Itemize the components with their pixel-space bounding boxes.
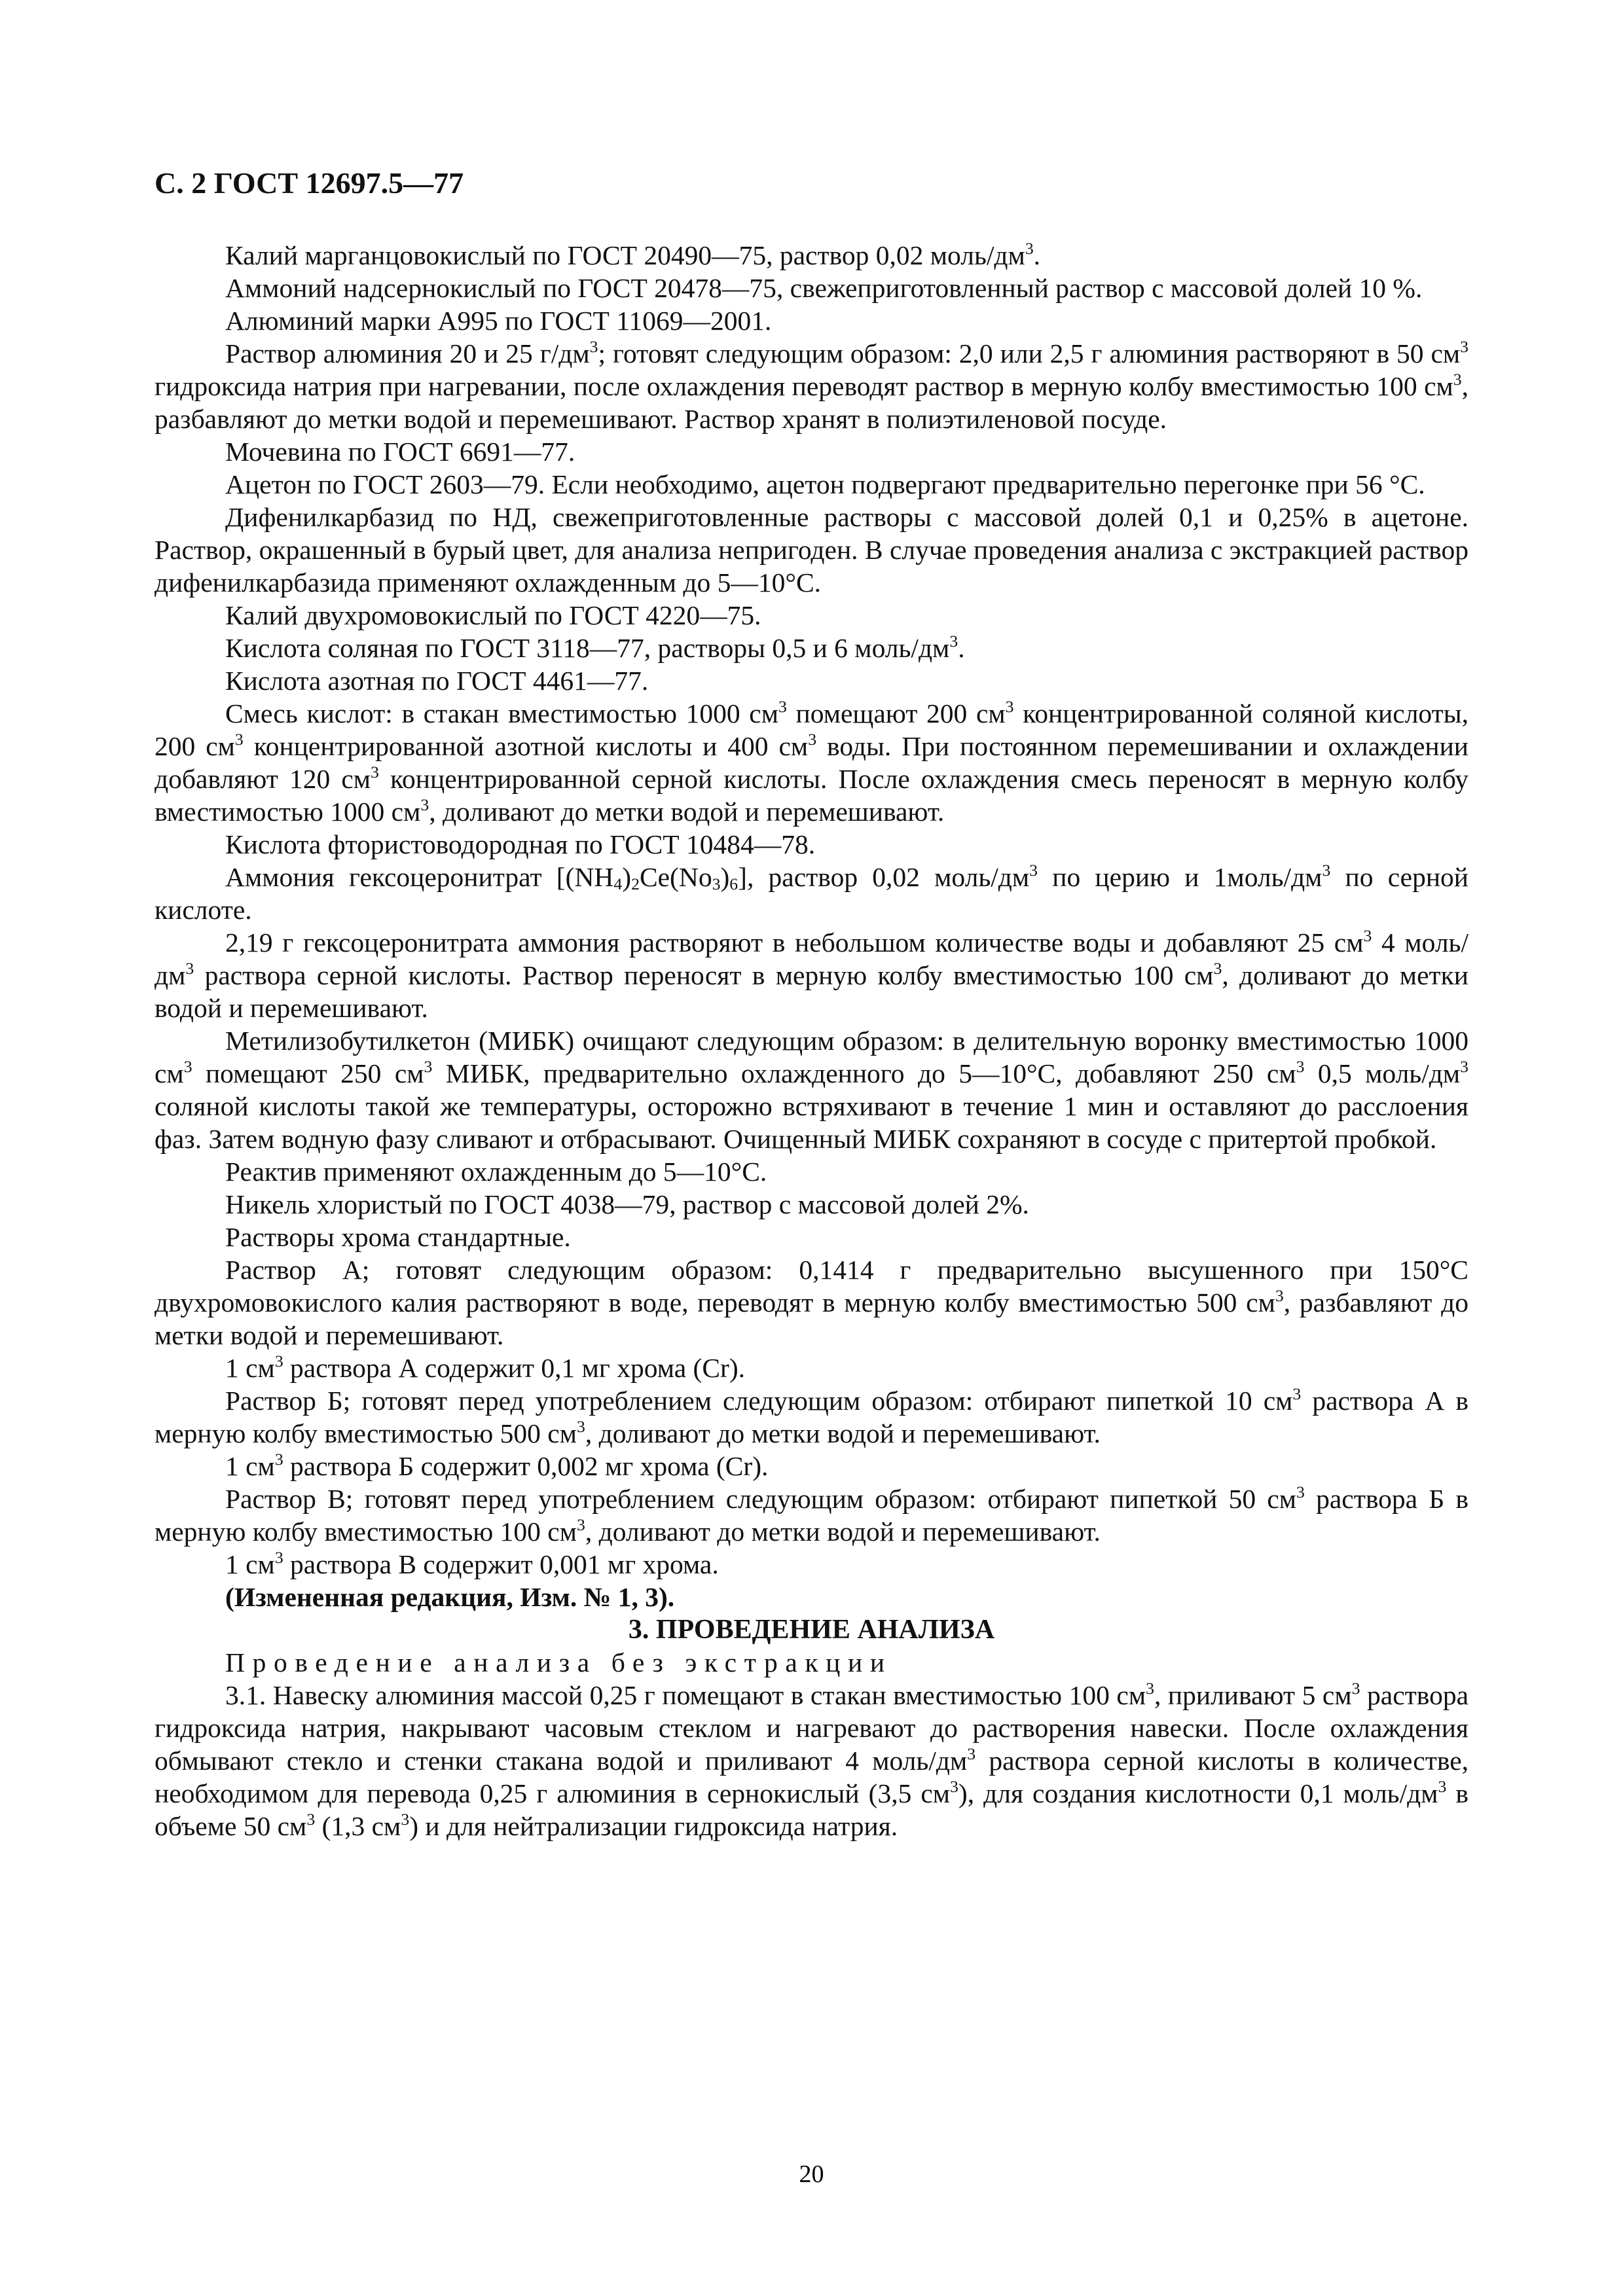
paragraph: Раствор В; готовят перед употреблением следующим образом: отбирают пипеткой 50 $см^3$ раствора Б в мерную колбу вместимостью 100 $см^3$, доливают до метки водой и перемешивают.: [155, 1482, 1468, 1547]
paragraph: Смесь кислот: в стакан вместимостью 1000 $см^3$ помещают 200 $см^3$ концентрированной соляной кислоты, 200 $см^3$ концентрированной азотной кислоты и 400 $см^3$ воды. При постоянном перемешивании и охлаждении добавляют 120 $см^3$ концентрированной серной кислоты. После охлаждения смесь переносят в мерную колбу вместимостью 1000 $см^3$, доливают до метки водой и перемешивают.: [155, 697, 1469, 827]
paragraph: Дифенилкарбазид по НД, свежеприготовленные растворы с массовой долей 0,1 и 0,25% в ацетоне. Раствор, окрашенный в бурый цвет, для анализа непригоден. В случае проведения анализа с экстракцией раствор дифенилкарбазида применяют охлажденным до 5—10°С.: [155, 502, 1468, 598]
paragraph: Раствор алюминия 20 и 25 $г/дм^3$; готовят следующим образом: 2,0 или 2,5 г алюминия растворяют в 50 $см^3$ гидроксида натрия при нагревании, после охлаждения переводят раствор в мерную колбу вместимостью 100 $см^3$, разбавляют до метки водой и перемешивают. Раствор хранят в полиэтиленовой посуде.: [155, 337, 1468, 435]
paragraph: Калий двухромовокислый по ГОСТ 4220—75.: [225, 600, 761, 631]
paragraph: Раствор А; готовят следующим образом: 0,1414 г предварительно высушенного при 150°С двухромовокислого калия растворяют в воде, переводят в мерную колбу вместимостью 500 $см^3$, разбавляют до метки водой и перемешивают.: [155, 1255, 1469, 1351]
page-number: 20: [799, 2161, 824, 2188]
section-heading: 3. ПРОВЕДЕНИЕ АНАЛИЗА: [628, 1615, 995, 1645]
paragraph: Аммоний надсернокислый по ГОСТ 20478—75, свежеприготовленный раствор с массовой долей 10 %.: [225, 273, 1423, 304]
paragraph: Никель хлористый по ГОСТ 4038—79, раствор с массовой долей 2%.: [225, 1189, 1029, 1220]
running-header: С. 2 ГОСТ 12697.5—77: [155, 166, 464, 200]
paragraph: Кислота соляная по ГОСТ 3118—77, растворы 0,5 и 6 моль/$дм^3$.: [225, 632, 965, 664]
document-body: [155, 239, 1468, 1842]
paragraph: Кислота фтористоводородная по ГОСТ 10484—78.: [225, 829, 816, 860]
paragraph: 1 $см^3$ раствора В содержит 0,001 мг хрома.: [225, 1548, 719, 1580]
paragraph: Мочевина по ГОСТ 6691—77.: [225, 437, 575, 467]
paragraph: 1 $см^3$ раствора Б содержит 0,002 мг хрома (Cr).: [225, 1450, 769, 1482]
paragraph: Кислота азотная по ГОСТ 4461—77.: [225, 666, 649, 696]
paragraph: 2,19 г гексоцеронитрата аммония растворяют в небольшом количестве воды и добавляют 25 $см^3$ 4 моль/$дм^3$ раствора серной кислоты. Раствор переносят в мерную колбу вместимостью 100 $см^3$, доливают до метки водой и перемешивают.: [155, 926, 1468, 1024]
paragraph: Ацетон по ГОСТ 2603—79. Если необходимо, ацетон подвергают предварительно перегонке при 56 °С.: [225, 469, 1425, 500]
paragraph: Растворы хрома стандартные.: [225, 1222, 571, 1253]
paragraph: Калий марганцовокислый по ГОСТ 20490—75, раствор 0,02 моль/$дм^3$.: [225, 239, 1041, 271]
subsection-title: Проведение анализа без экстракции: [225, 1647, 892, 1678]
paragraph: 1 $см^3$ раствора А содержит 0,1 мг хрома (Cr).: [225, 1352, 746, 1384]
paragraph: 3.1. Навеску алюминия массой 0,25 г помещают в стакан вместимостью 100 $см^3$, приливают 5 $см^3$ раствора гидроксида натрия, накрывают часовым стеклом и нагревают до растворения навески. После охлаждения обмывают стекло и стенки стакана водой и приливают 4 моль/$дм^3$ раствора серной кислоты в количестве, необходимом для перевода 0,25 г алюминия в сернокислый (3,5 $см^3$), для создания кислотности 0,1 моль/$дм^3$ в объеме 50 $см^3$ (1,3 $см^3$) и для нейтрализации гидроксида натрия.: [155, 1679, 1468, 1842]
amendment-note: (Измененная редакция, Изм. № 1, 3).: [225, 1582, 675, 1613]
paragraph: Аммония гексоцеронитрат $[(NH_4)_2Ce(No_3)_6]$, раствор 0,02 моль/$дм^3$ по церию и $1моль/дм^3$ по серной кислоте.: [155, 861, 1468, 925]
paragraph: Реактив применяют охлажденным до 5—10°С.: [225, 1157, 767, 1187]
paragraph: Раствор Б; готовят перед употреблением следующим образом: отбирают пипеткой 10 $см^3$ раствора А в мерную колбу вместимостью 500 $см^3$, доливают до метки водой и перемешивают.: [155, 1384, 1468, 1449]
paragraph: Метилизобутилкетон (МИБК) очищают следующим образом: в делительную воронку вместимостью 1000 $см^3$ помещают 250 $см^3$ МИБК, предварительно охлажденного до 5—10°С, добавляют 250 $см^3$ 0,5 моль/$дм^3$ соляной кислоты такой же температуры, осторожно встряхивают в течение 1 мин и оставляют до расслоения фаз. Затем водную фазу сливают и отбрасывают. Очищенный МИБК сохраняют в сосуде с притертой пробкой.: [155, 1026, 1468, 1155]
paragraph: Алюминий марки А995 по ГОСТ 11069—2001.: [225, 306, 772, 336]
